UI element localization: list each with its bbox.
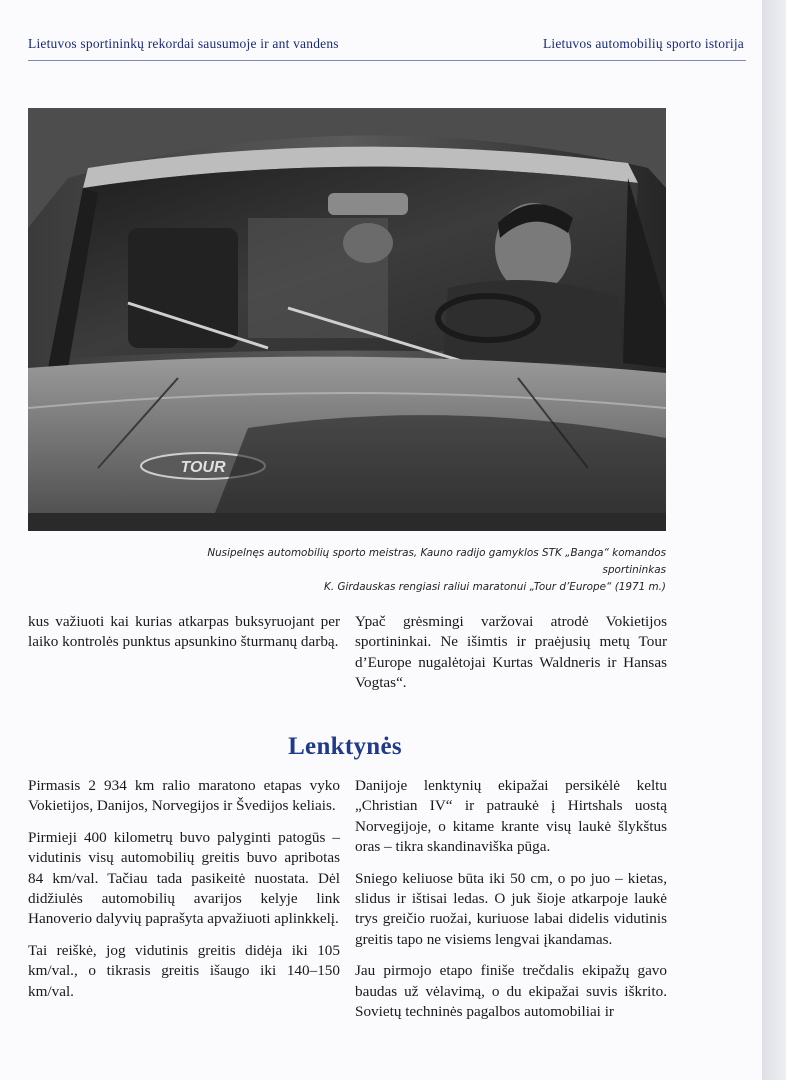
hood-badge-text: TOUR [180,459,226,476]
page-edge [762,0,786,1080]
caption-line-1: Nusipelnęs automobilių sporto meistras, Kauno radijo gamyklos STK „Banga“ komandos sportininkas [207,547,666,576]
paragraph: Pirmasis 2 934 km ralio maratono etapas vyko Vokietijos, Danijos, Norvegijos ir Švedijos keliais. [28,777,340,815]
right-column-continued [355,612,667,705]
paragraph: Jau pirmojo etapo finiše trečdalis ekipažų gavo baudas už vėlavimą, o du ekipažai suvis iškrito. Sovietų techninės pagalbos automobiliai ir [355,962,667,1021]
paragraph: Sniego keliuose būta iki 50 cm, o po juo – kietas, slidus ir ištisai ledas. O juk šioje atkarpoje laukė trys greičio ruožai, kuriuose labai didelis vidutinis greitis tapo ne visiems lengvai įkandamas. [355,869,667,948]
header-chapter-title: Lietuvos automobilių sporto istorija [542,36,744,51]
paragraph: kus važiuoti kai kurias atkarpas buksyruojant per laiko kontrolės punktus apsunkino šturmanų darbą. [28,613,340,651]
section-right-column [355,776,667,1033]
left-column-continued [28,612,340,664]
caption-line-2: K. Girdauskas rengiasi raliui maratonui „Tour d’Europe“ (1971 m.) [324,581,666,593]
section-left-column [28,776,340,1013]
rally-car-photo [28,108,666,531]
paragraph: Tai reiškė, jog vidutinis greitis didėja iki 105 km/val., o tikrasis greitis išaugo iki 140–150 km/val. [28,941,340,1000]
photo-caption [150,545,666,596]
header-divider [28,60,746,61]
header-book-title: Lietuvos sportininkų rekordai sausumoje ir ant vandens [28,36,339,51]
paragraph: Danijoje lenktynių ekipažai persikėlė keltu „Christian IV“ ir patraukė į Hirtshals uostą Norvegijoje, o kitame krante visų laukė šlykštus oras – tikra skandinaviška pūga. [355,777,667,856]
paragraph: Pirmieji 400 kilometrų buvo palyginti patogūs – vidutinis visų automobilių greitis buvo apribotas 84 km/val. Tačiau tada pasikeitė nuostata. Dėl didžiulės automobilių avarijos kelyje link Hanoverio dalyvių paprašyta apvažiuoti aplinkkelį. [28,828,340,928]
section-heading: Lenktynės [288,733,402,760]
paragraph: Ypač grėsmingi varžovai atrodė Vokietijos sportininkai. Ne išimtis ir praėjusių metų Tour d’Europe nugalėtojai Kurtas Waldneris ir Hansas Vogtas“. [355,613,667,692]
